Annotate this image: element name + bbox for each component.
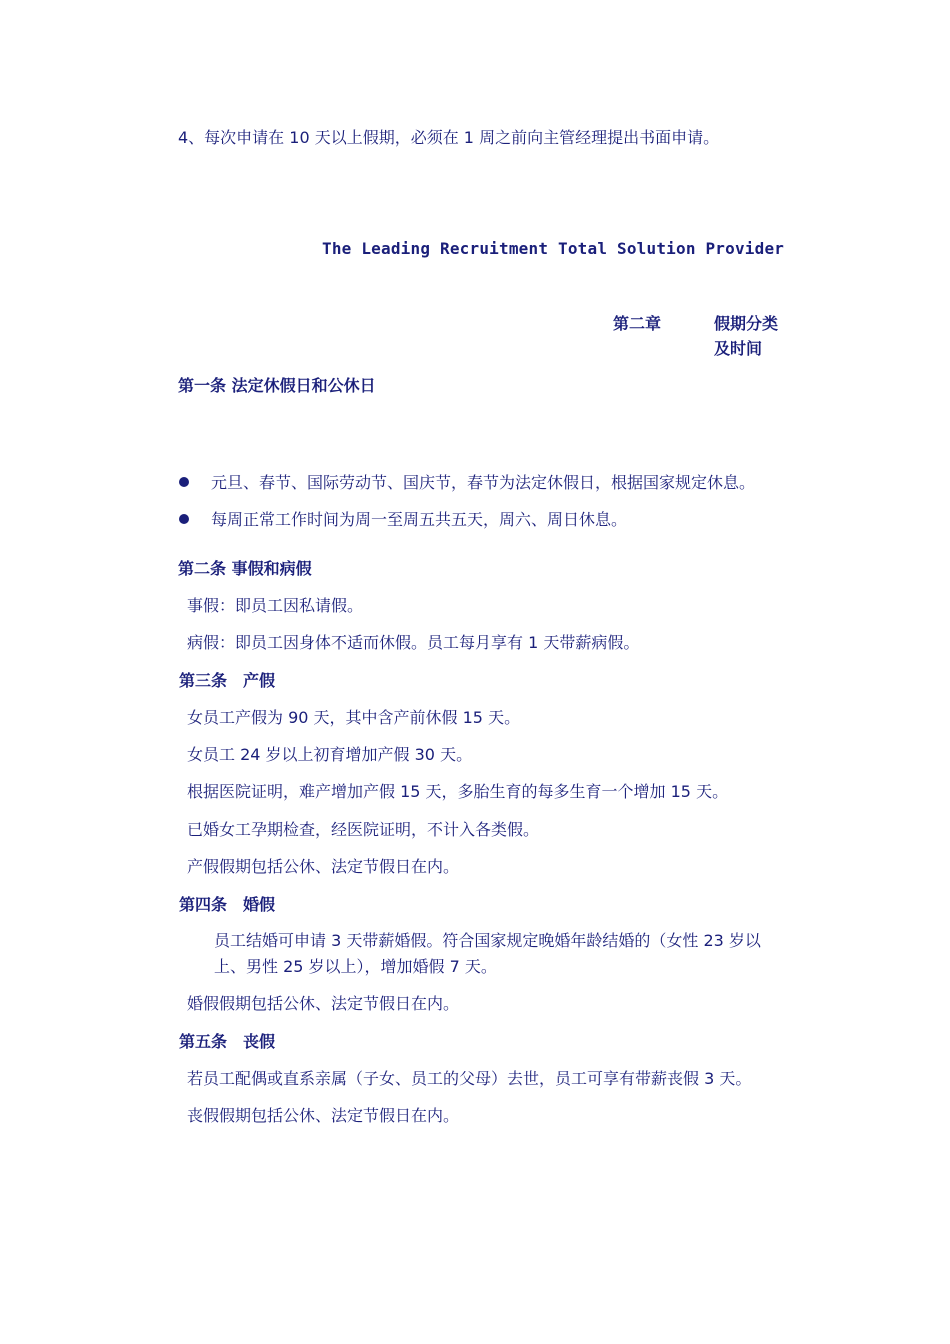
top-note: 4、每次申请在 10 天以上假期，必须在 1 周之前向主管经理提出书面申请。 bbox=[178, 128, 720, 147]
company-tagline: The Leading Recruitment Total Solution Provider bbox=[322, 239, 785, 258]
article-3-line-3: 根据医院证明，难产增加产假 15 天，多胎生育的每多生育一个增加 15 天。 bbox=[187, 782, 729, 801]
article-5-line-1: 若员工配偶或直系亲属（子女、员工的父母）去世，员工可享有带薪丧假 3 天。 bbox=[187, 1069, 752, 1088]
article-2-line-1: 事假：即员工因私请假。 bbox=[187, 596, 364, 615]
bullet-icon bbox=[179, 477, 189, 487]
article-4-paragraph-line-2: 上、男性 25 岁以上），增加婚假 7 天。 bbox=[214, 957, 497, 976]
article-2-line-2: 病假：即员工因身体不适而休假。员工每月享有 1 天带薪病假。 bbox=[187, 633, 640, 652]
article-3-line-1: 女员工产假为 90 天，其中含产前休假 15 天。 bbox=[187, 708, 521, 727]
chapter-title-line1: 假期分类 bbox=[714, 314, 779, 333]
chapter-title-line2: 及时间 bbox=[714, 339, 763, 358]
article-3-heading: 第三条 产假 bbox=[179, 671, 276, 690]
article-1-bullet-1: 元旦、春节、国际劳动节、国庆节，春节为法定休假日，根据国家规定休息。 bbox=[211, 473, 756, 492]
bullet-icon bbox=[179, 514, 189, 524]
article-3-line-5: 产假假期包括公休、法定节假日在内。 bbox=[187, 857, 460, 876]
article-4-paragraph-line-1: 员工结婚可申请 3 天带薪婚假。符合国家规定晚婚年龄结婚的（女性 23 岁以 bbox=[214, 931, 761, 950]
article-1-bullet-2: 每周正常工作时间为周一至周五共五天，周六、周日休息。 bbox=[211, 510, 628, 529]
article-3-line-4: 已婚女工孕期检查，经医院证明，不计入各类假。 bbox=[187, 820, 540, 839]
article-4-heading: 第四条 婚假 bbox=[179, 895, 276, 914]
article-2-heading: 第二条 事假和病假 bbox=[178, 559, 312, 578]
article-3-line-2: 女员工 24 岁以上初育增加产假 30 天。 bbox=[187, 745, 473, 764]
article-5-heading: 第五条 丧假 bbox=[179, 1032, 276, 1051]
article-4-line: 婚假假期包括公休、法定节假日在内。 bbox=[187, 994, 460, 1013]
chapter-number: 第二章 bbox=[613, 314, 662, 333]
article-1-heading: 第一条 法定休假日和公休日 bbox=[178, 376, 376, 395]
article-5-line-2: 丧假假期包括公休、法定节假日在内。 bbox=[187, 1106, 460, 1125]
